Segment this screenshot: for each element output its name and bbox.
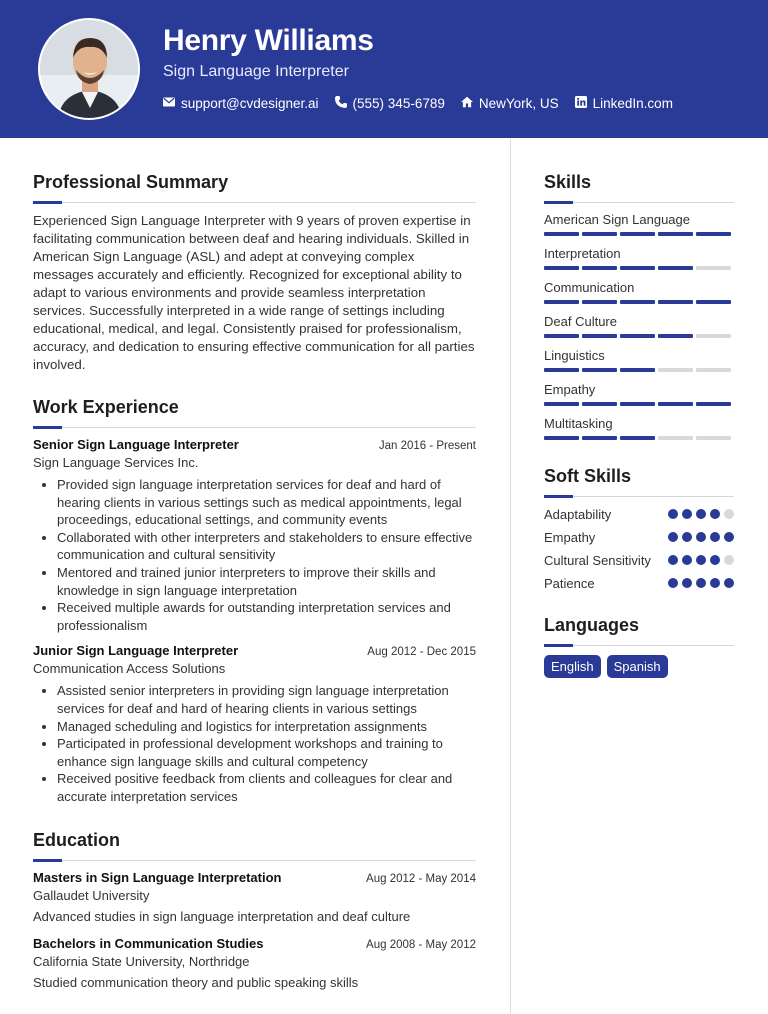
rating-dot bbox=[710, 532, 720, 542]
rating-dot bbox=[696, 509, 706, 519]
section-title: Soft Skills bbox=[544, 466, 632, 486]
contact-linkedin-text: LinkedIn.com bbox=[592, 96, 673, 111]
job-date: Jan 2016 - Present bbox=[378, 440, 476, 452]
section-rule bbox=[544, 644, 734, 647]
skill-level-segment bbox=[696, 402, 731, 406]
section-rule bbox=[544, 495, 734, 498]
skill-name: Communication bbox=[544, 280, 635, 295]
job-date: Aug 2012 - Dec 2015 bbox=[367, 646, 476, 659]
skill-level-segment bbox=[582, 300, 617, 304]
soft-skill-rating bbox=[668, 532, 734, 542]
list-item: • Managed scheduling and logistics for interpretation assignments bbox=[57, 718, 476, 736]
soft-skill-item bbox=[544, 575, 734, 593]
job-title: Junior Sign Language Interpreter bbox=[33, 643, 239, 659]
skill-level-segment bbox=[696, 232, 731, 236]
skill-level-segment bbox=[658, 334, 693, 338]
skill-level-segment bbox=[582, 368, 617, 372]
section-rule bbox=[544, 201, 734, 204]
contact-phone-text: (555) 345-6789 bbox=[352, 96, 445, 111]
education-section bbox=[33, 830, 476, 990]
section-title: Professional Summary bbox=[33, 172, 229, 192]
rating-dot bbox=[710, 578, 720, 588]
soft-skill-name: Cultural Sensitivity bbox=[544, 553, 651, 568]
skill-item bbox=[544, 382, 734, 406]
rating-dot bbox=[668, 509, 678, 519]
rating-dot bbox=[668, 555, 678, 565]
rating-dot bbox=[696, 578, 706, 588]
section-rule bbox=[33, 859, 476, 862]
skill-level-segment bbox=[582, 232, 617, 236]
phone-icon bbox=[335, 96, 347, 111]
skill-item bbox=[544, 314, 734, 338]
skill-level-segment bbox=[544, 232, 579, 236]
rating-dot bbox=[668, 578, 678, 588]
job-bullets bbox=[33, 476, 476, 634]
envelope-icon bbox=[163, 96, 175, 111]
skill-level-bar bbox=[544, 436, 734, 440]
skill-level-segment bbox=[544, 334, 579, 338]
rating-dot bbox=[682, 532, 692, 542]
resume-header bbox=[0, 0, 768, 138]
linkedin-icon bbox=[575, 96, 587, 111]
skill-level-segment bbox=[544, 368, 579, 372]
education-date: Aug 2008 - May 2012 bbox=[366, 938, 476, 951]
skills-section bbox=[544, 172, 734, 440]
skill-level-segment bbox=[696, 334, 731, 338]
soft-skill-rating bbox=[668, 509, 734, 519]
list-item: • Participated in professional development workshops and training to enhance sign language skills and cultural competency bbox=[57, 735, 476, 770]
job-entry bbox=[33, 643, 476, 805]
rating-dot bbox=[682, 578, 692, 588]
job-title: Senior Sign Language Interpreter bbox=[33, 437, 239, 452]
school-name: California State University, Northridge bbox=[33, 953, 250, 969]
skill-level-segment bbox=[544, 266, 579, 270]
soft-skill-item bbox=[544, 529, 734, 547]
language-tag: Spanish bbox=[607, 655, 668, 678]
skill-item bbox=[544, 212, 734, 236]
rating-dot bbox=[724, 532, 734, 542]
contact-email-text: support@cvdesigner.ai bbox=[181, 96, 319, 111]
candidate-role: Sign Language Interpreter bbox=[163, 63, 349, 80]
rating-dot bbox=[724, 578, 734, 588]
section-title: Education bbox=[33, 829, 121, 850]
home-icon bbox=[461, 96, 473, 111]
skill-level-segment bbox=[658, 266, 693, 270]
education-date: Aug 2012 - May 2014 bbox=[366, 872, 476, 885]
contact-location-text: NewYork, US bbox=[478, 96, 559, 111]
skills-list bbox=[544, 212, 734, 440]
languages-list bbox=[544, 655, 734, 678]
contact-linkedin[interactable] bbox=[575, 96, 673, 111]
candidate-name: Henry Williams bbox=[163, 24, 374, 57]
skill-level-segment bbox=[620, 436, 655, 440]
skill-level-segment bbox=[544, 402, 579, 406]
language-tag: English bbox=[544, 655, 601, 678]
list-item: • Assisted senior interpreters in providing sign language interpretation services for deaf and hard of hearing clients in various settings bbox=[57, 682, 476, 717]
skill-level-segment bbox=[544, 300, 579, 304]
skill-level-bar bbox=[544, 232, 734, 236]
column-divider bbox=[510, 138, 511, 1014]
contact-list bbox=[163, 96, 673, 111]
skill-level-segment bbox=[582, 402, 617, 406]
list-item: • Provided sign language interpretation services for deaf and hard of hearing clients in various settings such as medical appointments, legal proceedings, educational settings, and community events bbox=[57, 476, 476, 529]
skill-level-segment bbox=[620, 334, 655, 338]
skill-level-bar bbox=[544, 300, 734, 304]
rating-dot bbox=[724, 555, 734, 565]
soft-skill-name: Patience bbox=[544, 576, 595, 591]
contact-location bbox=[461, 96, 559, 111]
skill-level-segment bbox=[696, 266, 731, 270]
profile-photo bbox=[38, 18, 140, 120]
education-description: Studied communication theory and public speaking skills bbox=[33, 974, 359, 990]
sidebar-column bbox=[544, 172, 734, 678]
skill-name: Linguistics bbox=[544, 348, 605, 363]
job-bullets bbox=[33, 682, 476, 805]
skill-level-segment bbox=[620, 300, 655, 304]
list-item: • Received multiple awards for outstanding interpretation services and professionalism bbox=[57, 599, 476, 634]
job-entry bbox=[33, 437, 476, 634]
skill-level-segment bbox=[658, 232, 693, 236]
skill-level-segment bbox=[620, 232, 655, 236]
skill-level-segment bbox=[658, 436, 693, 440]
skill-item bbox=[544, 416, 734, 440]
soft-skill-name: Empathy bbox=[544, 530, 596, 545]
list-item: • Collaborated with other interpreters and stakeholders to ensure effective communication and cultural sensitivity bbox=[57, 529, 476, 564]
school-name: Gallaudet University bbox=[33, 887, 150, 903]
skill-level-segment bbox=[582, 436, 617, 440]
soft-skill-item bbox=[544, 552, 734, 570]
skill-level-segment bbox=[696, 300, 731, 304]
work-section bbox=[33, 397, 476, 806]
rating-dot bbox=[696, 555, 706, 565]
rating-dot bbox=[668, 532, 678, 542]
soft-skill-rating bbox=[668, 555, 734, 565]
soft-skill-rating bbox=[668, 578, 734, 588]
skill-level-segment bbox=[582, 334, 617, 338]
degree-title: Bachelors in Communication Studies bbox=[33, 935, 264, 951]
soft-skills-list bbox=[544, 506, 734, 593]
soft-skill-name: Adaptability bbox=[544, 507, 612, 522]
skill-level-segment bbox=[696, 368, 731, 372]
skill-name: Interpretation bbox=[544, 246, 621, 261]
soft-skill-item bbox=[544, 506, 734, 524]
section-title: Languages bbox=[544, 615, 640, 635]
contact-phone[interactable] bbox=[335, 96, 445, 111]
skill-level-segment bbox=[658, 402, 693, 406]
rating-dot bbox=[696, 532, 706, 542]
skill-level-bar bbox=[544, 334, 734, 338]
skill-level-segment bbox=[620, 266, 655, 270]
skill-item bbox=[544, 246, 734, 270]
rating-dot bbox=[682, 555, 692, 565]
skill-item bbox=[544, 348, 734, 372]
skill-level-bar bbox=[544, 368, 734, 372]
skill-item bbox=[544, 280, 734, 304]
rating-dot bbox=[682, 509, 692, 519]
skill-level-segment bbox=[658, 300, 693, 304]
education-entry bbox=[33, 870, 476, 924]
section-rule bbox=[33, 426, 476, 429]
rating-dot bbox=[724, 509, 734, 519]
skill-name: Deaf Culture bbox=[544, 314, 617, 329]
summary-section bbox=[33, 172, 476, 374]
job-company: Communication Access Solutions bbox=[33, 661, 226, 677]
section-rule bbox=[33, 201, 476, 204]
languages-section bbox=[544, 615, 734, 678]
list-item: • Received positive feedback from clients and colleagues for clear and accurate interpretation services bbox=[57, 770, 476, 805]
soft-skills-section bbox=[544, 466, 734, 593]
degree-title: Masters in Sign Language Interpretation bbox=[33, 869, 282, 885]
skill-name: American Sign Language bbox=[544, 212, 690, 227]
section-title: Work Experience bbox=[33, 397, 179, 417]
education-description: Advanced studies in sign language interpretation and deaf culture bbox=[33, 908, 411, 924]
skill-level-segment bbox=[582, 266, 617, 270]
rating-dot bbox=[710, 509, 720, 519]
section-title: Skills bbox=[544, 172, 592, 192]
skill-level-segment bbox=[620, 368, 655, 372]
contact-email[interactable] bbox=[163, 96, 319, 111]
summary-text: Experienced Sign Language Interpreter with 9 years of proven expertise in facilitating communication between deaf and hearing individuals. Skilled in American Sign Language (ASL) and adept at conveying complex messages accurately and efficiently. Recognized for exceptional ability to adapt to various environments and provide seamless interpretation services. Successfully interpreted in a wide range of settings including educational, medical, and legal. Consistently praised for professionalism, accuracy, and dedication to ensuring effective communication for all parties involved. bbox=[33, 213, 475, 372]
skill-level-bar bbox=[544, 402, 734, 406]
skill-level-segment bbox=[544, 436, 579, 440]
list-item: • Mentored and trained junior interpreters to improve their skills and knowledge in sign language interpretation bbox=[57, 564, 476, 599]
main-column bbox=[33, 172, 476, 990]
skill-level-segment bbox=[696, 436, 731, 440]
skill-level-segment bbox=[658, 368, 693, 372]
job-company: Sign Language Services Inc. bbox=[33, 455, 199, 470]
skill-name: Multitasking bbox=[544, 416, 613, 431]
education-entry bbox=[33, 936, 476, 990]
skill-level-bar bbox=[544, 266, 734, 270]
rating-dot bbox=[710, 555, 720, 565]
skill-name: Empathy bbox=[544, 382, 596, 397]
skill-level-segment bbox=[620, 402, 655, 406]
